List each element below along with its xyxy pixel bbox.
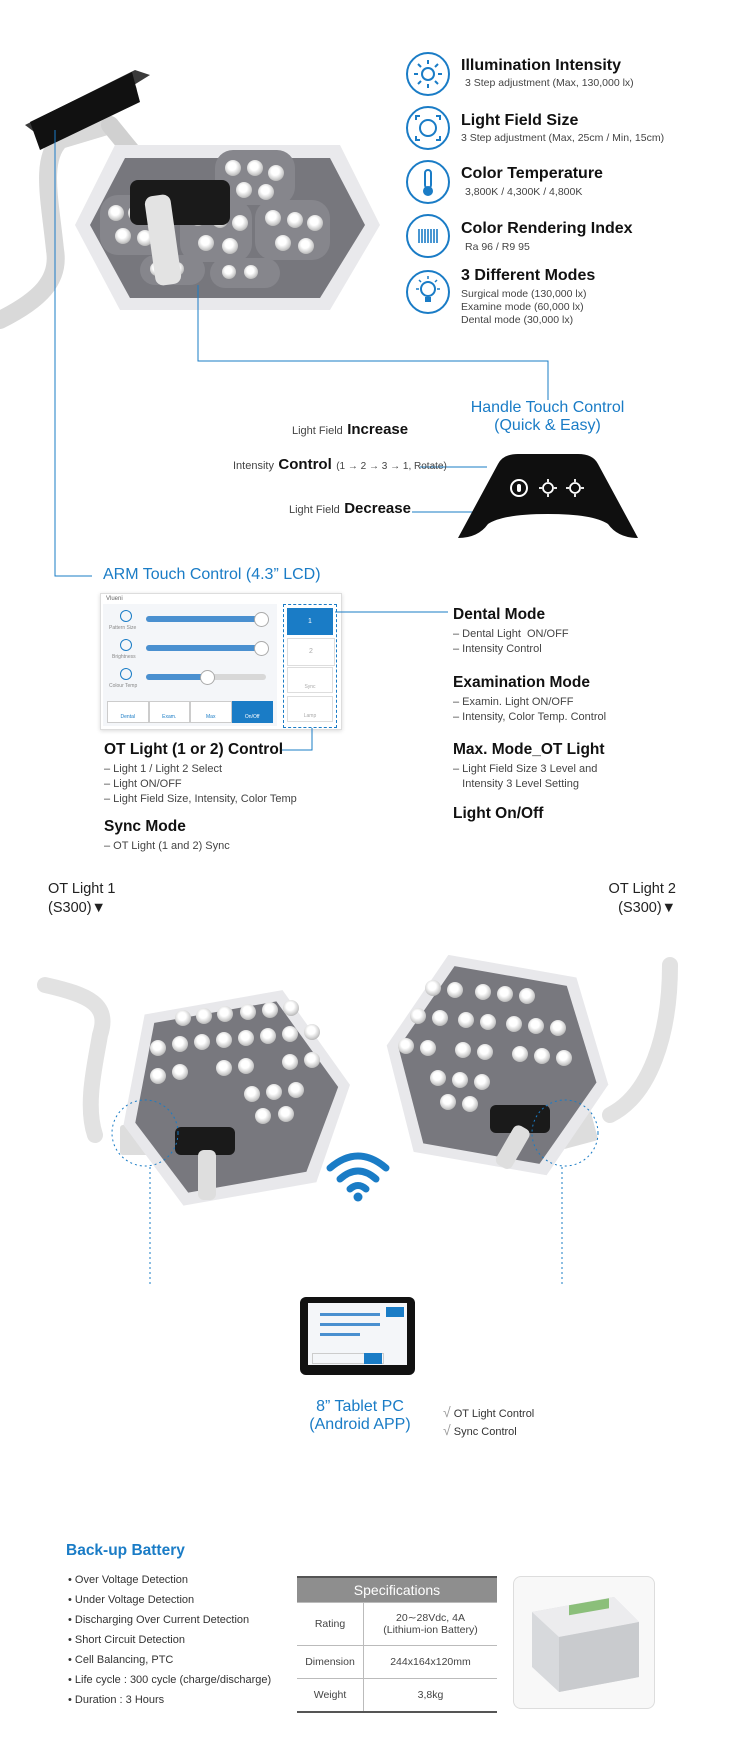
list-item: • Life cycle : 300 cycle (charge/discharge): [68, 1674, 272, 1686]
spec-label: Dimension: [297, 1646, 364, 1679]
slider-label: Brightness: [112, 654, 136, 660]
sync-block: Sync Mode – OT Light (1 and 2) Sync: [104, 818, 230, 852]
ot-light-2-label: OT Light 2 (S300)▼: [608, 881, 676, 916]
sync-button[interactable]: Sync: [287, 667, 333, 693]
color-index-icon: [406, 214, 450, 258]
spec-label: Weight: [297, 1679, 364, 1713]
list-item: • Over Voltage Detection: [68, 1574, 189, 1586]
light-onoff-block: Light On/Off: [453, 805, 544, 822]
feature-sub: 3,800K / 4,300K / 4,800K: [465, 186, 583, 198]
spec-header: Specifications: [297, 1577, 497, 1603]
lamp-button[interactable]: Lamp: [287, 696, 333, 722]
field-size-button[interactable]: [510, 479, 528, 497]
sun-icon: [406, 52, 450, 96]
table-row: [297, 1679, 497, 1713]
table-row: [297, 1646, 497, 1679]
feature-sub: Dental mode (30,000 lx): [461, 314, 574, 326]
list-item: • Cell Balancing, PTC: [68, 1654, 174, 1666]
feature-title: 3 Different Modes: [461, 267, 596, 284]
dental-button[interactable]: Dental: [107, 701, 149, 723]
exam-button[interactable]: Exam.: [149, 701, 191, 723]
table-row: [297, 1603, 497, 1646]
spec-value: 20∼28Vdc, 4A (Lithium-ion Battery): [364, 1603, 498, 1646]
check-icon: √: [443, 1422, 451, 1438]
list-item: • Discharging Over Current Detection: [68, 1614, 250, 1626]
spec-value: 3,8kg: [364, 1679, 498, 1713]
decrease-button[interactable]: [566, 479, 584, 497]
light-1-button[interactable]: 1: [287, 608, 333, 635]
list-item: • Duration : 3 Hours: [68, 1694, 165, 1706]
tablet-title: 8” Tablet PC (Android APP): [309, 1398, 411, 1433]
feature-sub: 3 Step adjustment (Max, 25cm / Min, 15cm): [461, 132, 665, 144]
feature-sub: Surgical mode (130,000 lx): [461, 288, 587, 300]
feature-title: Color Rendering Index: [461, 220, 633, 237]
tablet-screen: [308, 1303, 407, 1365]
lcd-callout-lines: [0, 590, 730, 760]
slider-label: Pattern Size: [109, 625, 137, 631]
light-2-button[interactable]: 2: [287, 638, 335, 666]
intensity-button[interactable]: [539, 479, 557, 497]
wifi-icon: [325, 1150, 391, 1207]
field-size-icon: [406, 106, 450, 150]
feature-sub: Examine mode (60,000 lx): [461, 301, 584, 313]
on-off-button[interactable]: On/Off: [232, 701, 274, 723]
tablet-checks: [443, 1404, 534, 1440]
ot-lights-drawing: [0, 955, 730, 1285]
dental-mode-block: Dental Mode – Dental Light ON/OFF – Intensity Control: [453, 606, 569, 655]
feature-sub: 3 Step adjustment (Max, 130,000 lx): [465, 77, 634, 89]
ot-control-block: OT Light (1 or 2) Control – Light 1 / Light 2 Select – Light ON/OFF – Light Field Size, Intensity, Color Temp: [104, 741, 297, 805]
feature-title: Illumination Intensity: [461, 57, 622, 74]
feature-title: Light Field Size: [461, 112, 579, 129]
feature-title: Color Temperature: [461, 165, 603, 182]
exam-mode-block: Examination Mode – Examin. Light ON/OFF – Intensity, Color Temp. Control: [453, 674, 607, 723]
decrease-label: Light Field Decrease: [289, 500, 411, 517]
arm-title: ARM Touch Control (4.3” LCD): [103, 566, 321, 583]
max-mode-block: Max. Mode_OT Light – Light Field Size 3 Level and Intensity 3 Level Setting: [453, 741, 605, 790]
lcd-brand: Vlueni: [106, 596, 123, 602]
check-item: √ Sync Control: [443, 1422, 517, 1438]
control-label: Intensity Control (1 → 2 → 3 → 1, Rotate): [233, 456, 447, 473]
handle-title: Handle Touch Control (Quick & Easy): [470, 399, 625, 434]
spec-header-row: [297, 1577, 497, 1603]
thermometer-icon: [406, 160, 450, 204]
bulb-icon: [406, 270, 450, 314]
battery-title: Back-up Battery: [66, 1542, 185, 1559]
battery-image: [513, 1576, 655, 1709]
battery-feature-list: [68, 1570, 271, 1710]
check-icon: √: [443, 1404, 451, 1420]
check-item: √ OT Light Control: [443, 1404, 535, 1420]
spec-table: [297, 1576, 497, 1713]
list-item: • Short Circuit Detection: [68, 1634, 185, 1646]
slider-label: Colour Temp: [109, 683, 138, 689]
list-item: • Under Voltage Detection: [68, 1594, 195, 1606]
tablet-device: [300, 1297, 415, 1375]
spec-label: Rating: [297, 1603, 364, 1646]
handle-control-device: [458, 454, 638, 545]
ot-light-1-label: OT Light 1 (S300)▼: [48, 881, 116, 916]
increase-label: Light Field Increase: [292, 421, 409, 438]
spec-value: 244x164x120mm: [364, 1646, 498, 1679]
max-button[interactable]: Max: [190, 701, 232, 723]
feature-sub: Ra 96 / R9 95: [465, 241, 530, 253]
